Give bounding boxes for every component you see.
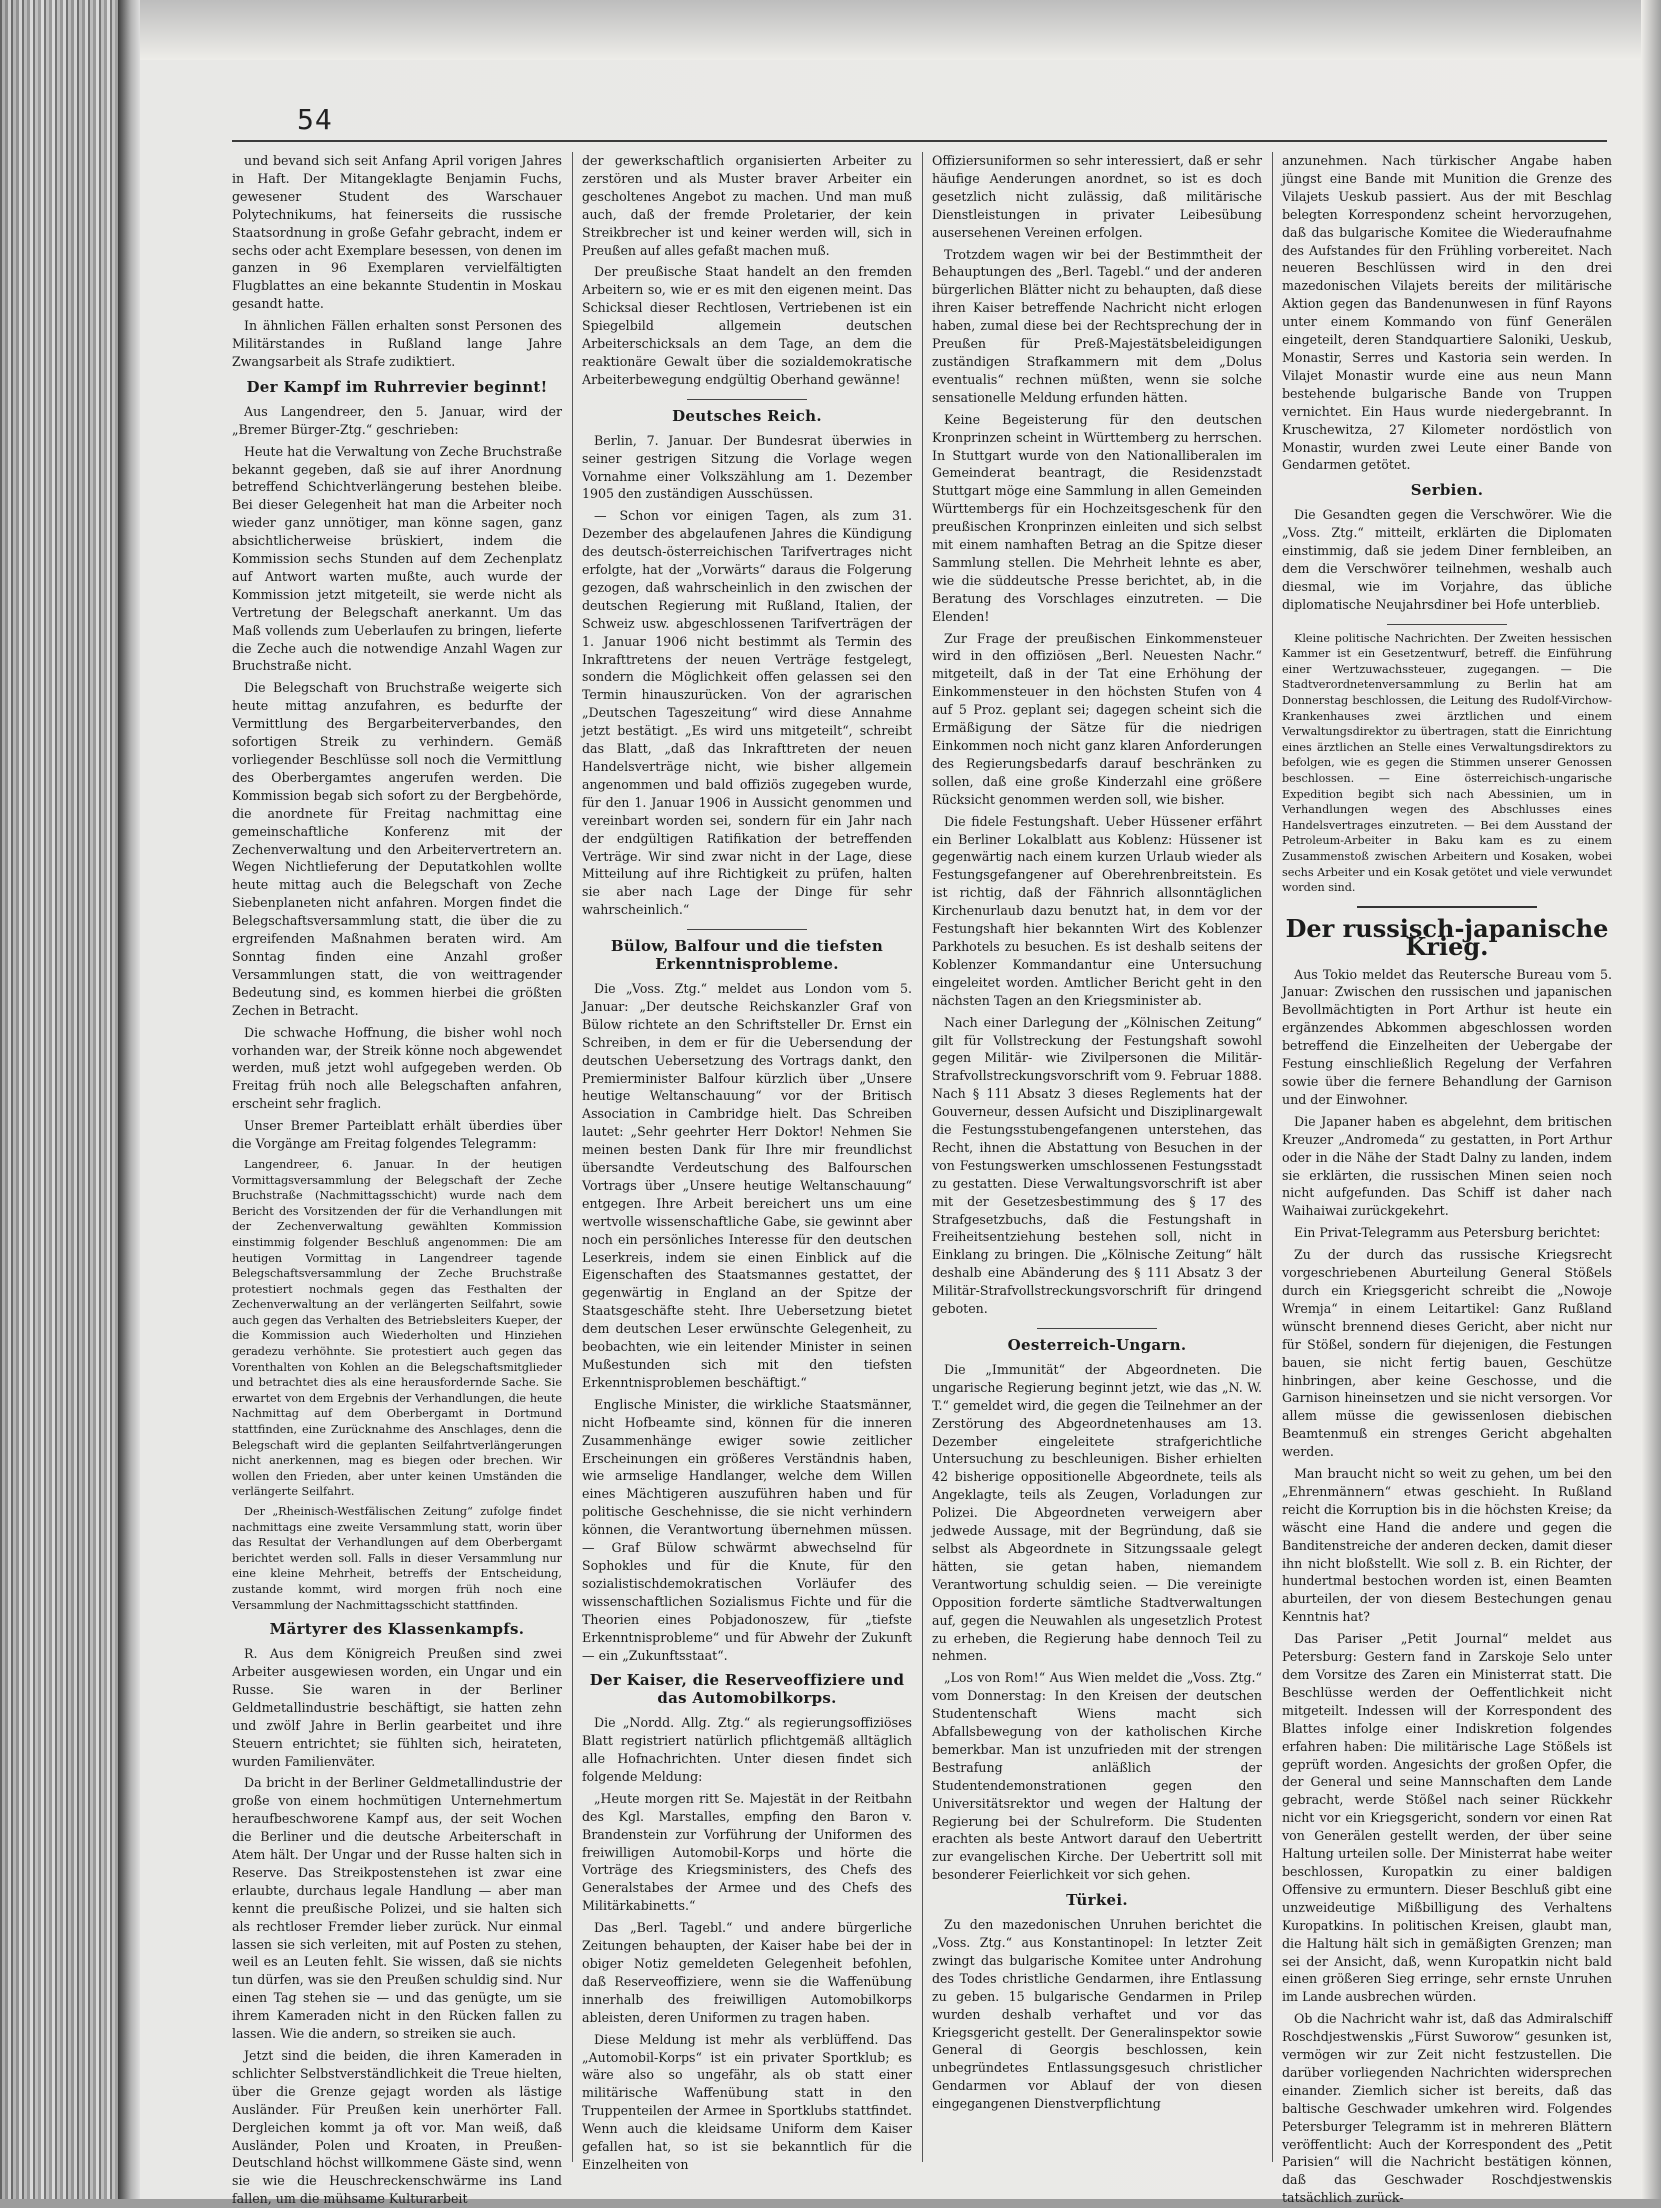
article-paragraph: Die „Voss. Ztg.“ meldet aus London vom 5. Januar: „Der deutsche Reichskanzler Graf von Bülow richtete an den Schriftsteller Dr. Ernst ein Schreiben, in dem er für die Uebersendung der deutschen Uebersetzung des Vortrags dankt, den Premierminister Balfour kürzlich über „Unsere heutige Weltanschauung“ vor der Britisch Association in Cambridge hielt. Das Schreiben lautet: „Sehr geehrter Herr Doktor! Nehmen Sie meinen besten Dank für Ihre mir freundlichst übersandte Verdeutschung des Balfourschen Vortrags über „Unsere heutige Weltanschauung“ entgegen. Ihre Arbeit bereichert uns um eine wertvolle wissenschaftliche Gabe, sie gewinnt aber noch ein persönliches Interesse für den deutschen Leserkreis, indem sie einen Einblick auf die Eigenschaften des Staatsmannes gestattet, der gegenwärtig in England an der Spitze der Staatsgeschäfte steht. Ihre Uebersetzung bietet dem deutschen Leser erwünschte Gelegenheit, zu beobachten, wie ein leitender Minister in seinen Mußestunden sich mit den tiefsten Erkenntnisproblemen beschäftigt.“ xyxy=(582,980,912,1390)
top-shadow xyxy=(140,0,1661,60)
article-paragraph: Keine Begeisterung für den deutschen Kronprinzen scheint in Württemberg zu herrschen. In Stuttgart wurde von den Nationalliberalen im Gemeinderat beantragt, die Residenzstadt Stuttgart möge eine Sammlung in allen Gemeinden Württembergs für ein Hochzeitsgeschenk für den preußischen Kronprinzen einleiten und sich selbst mit einem namhaften Betrag an die Spitze dieser Sammlung stellen. Die Mehrheit lehnte es aber, wie die süddeutsche Presse berichtet, ab, in die Beratung des Vorschlages einzutreten. — Die Elenden! xyxy=(932,411,1262,624)
article-paragraph: „Heute morgen ritt Se. Majestät in der Reitbahn des Kgl. Marstalles, empfing den Baron v. Brandenstein zur Vorführung der Uniformen des freiwilligen Automobil-Korps und hörte die Vorträge des Kriegsministers, des Chefs des Generalstabes der Armee und des Chefs des Militärkabinetts.“ xyxy=(582,1790,912,1914)
article-paragraph: Diese Meldung ist mehr als verblüffend. Das „Automobil-Korps“ ist ein privater Sportklub; es wäre also so ungefähr, als ob statt einer militärische Waffenübung statt in den Truppenteilen der Armee in Sportklubs stattfindet. Wenn auch die kleidsame Uniform dem Kaiser gefallen hat, so ist sie bekanntlich für die Einzelheiten von xyxy=(582,2031,912,2172)
article-paragraph: Zur Frage der preußischen Einkommensteuer wird in den offiziösen „Berl. Neuesten Nachr.“ mitgeteilt, daß in der Tat eine Erhöhung der Einkommensteuer in den höchsten Stufen von 4 auf 5 Proz. geplant sei; dagegen scheint sich die Ermäßigung der Sätze für die niedrigen Einkommen noch nicht ganz klaren Anforderungen des Regierungsbedarfs darauf beschränken zu sollen, daß eine große Kinderzahl eine größere Rücksicht genommen werden soll, wie bisher. xyxy=(932,630,1262,807)
article-paragraph: Die „Immunität“ der Abgeordneten. Die ungarische Regierung beginnt jetzt, wie das „N. W. T.“ gemeldet wird, die gegen die Teilnehmer an der Zerstörung des Abgeordnetenhauses am 13. Dezember eingeleitete strafgerichtliche Untersuchung zu beschleunigen. Bisher erhielten 42 bisherige oppositionelle Abgeordnete, teils als Angeklagte, teils als Zeugen, Vorladungen zur Polizei. Die Abgeordneten verweigern aber jedwede Aussage, mit der Begründung, daß sie selbst als Abgeordnete in Sitzungssaale gelegt hätten, sie getan haben, niemandem Verantwortung schuldig seien. — Die vereinigte Opposition forderte sämtliche Stadtverwaltungen auf, gegen die Neuwahlen als ungesetzlich Protest zu erheben, die Regierung habe dennoch Teil zu nehmen. xyxy=(932,1361,1262,1664)
article-paragraph: Das Pariser „Petit Journal“ meldet aus Petersburg: Gestern fand in Zarskoje Selo unter dem Vorsitze des Zaren ein Ministerrat statt. Die Beschlüsse werden der Oeffentlichkeit nicht mitgeteilt. Indessen will der Korrespondent des Blattes infolge einer Indiskretion folgendes erfahren haben: Die militärische Lage Stößels ist geprüft worden. Angesichts der großen Opfer, die der General und seine Mannschaften dem Lande gebracht, werde Stößel nach seiner Rückkehr nicht vor ein Kriegsgericht, sondern vor einen Rat von Generälen gestellt werden, der über seine Haltung urteilen solle. Der Ministerrat habe weiter beschlossen, Kuropatkin zu einer baldigen Offensive zu ermuntern. Dieser Beschluß gibt eine unzweideutige Mißbilligung des Verhaltens Kuropatkins. In politischen Kreisen, glaubt man, die Haltung hält sich in gemäßigten Grenzen; man sei der Ansicht, daß, wenn Kuropatkin nicht bald einen größeren Sieg erringe, sehr ernste Unruhen im Lande ausbrechen würden. xyxy=(1282,1631,1612,2005)
column-rule xyxy=(1272,152,1273,2162)
article-paragraph: Aus Tokio meldet das Reutersche Bureau vom 5. Januar: Zwischen den russischen und japanischen Bevollmächtigten in Port Arthur ist heute ein ergänzendes Abkommen abgeschlossen worden betreffend die Einzelheiten der Uebergabe der Festung einschließlich Regelung der Verfahren sowie über die fernere Behandlung der Garnison und der Einwohner. xyxy=(1282,966,1612,1107)
section-headline: Der russisch-japanische Krieg. xyxy=(1285,913,1609,961)
article-headline: Der Kampf im Ruhrrevier beginnt! xyxy=(246,377,548,396)
article-paragraph: Der preußische Staat handelt an den fremden Arbeitern so, wie er es mit den eigenen meint. Das Schicksal dieser Rechtlosen, Vertriebenen ist ein Spiegelbild allgemein deutschen Arbeiterschicksals an dem Tage, an dem die reaktionäre Gewalt über die sozialdemokratische Arbeiterbewegung endgültig Oberhand gewänne! xyxy=(582,264,912,387)
article-paragraph: Ein Privat-Telegramm aus Petersburg berichtet: xyxy=(1294,1225,1601,1241)
article-headline: Bülow, Balfour und die tiefsten Erkenntnisprobleme. xyxy=(610,937,884,974)
article-paragraph: der gewerkschaftlich organisierten Arbeiter zu zerstören und als Muster braver Arbeiter ein gescholtenes Angebot zu machen. Und man muß auch, daß der fremde Proletarier, der kein Streikbrecher ist und keiner werden will, sich in Preußen auf alles gefaßt machen muß. xyxy=(582,153,912,258)
article-paragraph: Da bricht in der Berliner Geldmetallindustrie der große von einem hochmütigen Unternehmertum heraufbeschworene Kampf aus, der seit Wochen die Berliner und die deutsche Arbeiterschaft in Atem hält. Der Ungar und der Russe halten sich in Reserve. Das Streikpostenstehen ist zwar eine erlaubte, durchaus legale Handlung — aber man kennt die preußische Polizei, und sie halten sich als rechtloser Fremder lieber zurück. Nur einmal lassen sie sich verleiten, mit auf Posten zu stehen, weil es an Leuten fehlt. Sie wissen, daß sie nichts tun dürfen, was sie den Preußen schuldig sind. Nur einen Tag stehen sie — und das genügte, um sie ihrem Kameraden nicht in den Rücken fallen zu lassen. Wie die andern, so streiken sie auch. xyxy=(232,1775,562,2042)
article-paragraph: Heute hat die Verwaltung von Zeche Bruchstraße bekannt gegeben, daß sie auf ihrer Anordnung betreffend Schichtverlängerung bestehen bleibe. Bei dieser Gelegenheit hat man die Arbeiter noch wieder ganz unnötiger, man könne sagen, ganz absichtlicherweise brüskiert, indem die Kommission sechs Stunden auf dem Zechenplatz auf Antwort warten mußte, auch wurde der Kommission jetzt mitgeteilt, sie werde nicht als Vertretung der Belegschaft anerkannt. Um das Maß vollends zum Ueberlaufen zu bringen, lieferte die Zeche auch die notwendige Anzahl Wagen zur Bruchstraße nicht. xyxy=(232,443,562,674)
page-number: 54 xyxy=(297,103,333,136)
text-column-1 xyxy=(232,152,562,2207)
article-paragraph: — Schon vor einigen Tagen, als zum 31. Dezember des abgelaufenen Jahres die Kündigung des deutsch-österreichischen Tarifvertrages nicht erfolgte, hat der „Vorwärts“ daraus die Folgerung gezogen, daß wahrscheinlich in den zwischen der deutschen Regierung mit Rußland, Italien, der Schweiz usw. abgeschlossenen Tarifverträgen der 1. Januar 1906 nicht bestimmt als Termin des Inkrafttretens der neuen Verträge festgelegt, sondern die Möglichkeit offen gelassen sei den Termin hinauszurücken. Von der agrarischen „Deutschen Tageszeitung“ wird diese Annahme jetzt bestätigt. „Es wird uns mitgeteilt“, schreibt das Blatt, „daß das Inkrafttreten der neuen Handelsverträge nicht, wie bisher allgemein angenommen und bald offiziös zugegeben wurde, für den 1. Januar 1906 in Aussicht genommen und vereinbart worden sei, sondern für ein Jahr nach der endgültigen Ratifikation der betreffenden Verträge. Wir sind zwar nicht in der Lage, diese Mitteilung auf ihre Richtigkeit zu prüfen, halten sie aber nach Lage der Dinge für sehr wahrscheinlich.“ xyxy=(582,508,912,918)
article-paragraph: Berlin, 7. Januar. Der Bundesrat überwies in seiner gestrigen Sitzung die Vorlage wegen Vornahme einer Volkszählung am 1. Dezember 1905 den zuständigen Ausschüssen. xyxy=(582,432,912,502)
article-paragraph: Ob die Nachricht wahr ist, daß das Admiralschiff Roschdjestwenskis „Fürst Suworow“ gesunken ist, vermögen wir zur Zeit nicht festzustellen. Die darüber vorliegenden Nachrichten widersprechen einander. Ziemlich sicher ist bereits, daß das baltische Geschwader umkehren wird. Folgendes Petersburger Telegramm ist in mehreren Blättern veröffentlicht: Auch der Korrespondent des „Petit Parisien“ will die Nachricht bestätigen können, daß das Geschwader Roschdjestwenskis tatsächlich zurück- xyxy=(1282,2011,1612,2206)
text-column-4 xyxy=(1282,152,1612,2206)
article-paragraph: anzunehmen. Nach türkischer Angabe haben jüngst eine Bande mit Munition die Grenze des Vilajets Ueskub passiert. Aus der mit Beschlag belegten Korrespondenz scheint hervorzugehen, daß das bulgarische Komitee die Wiederaufnahme des Aufstandes für den Frühling vorbereitet. Nach neueren Beschlüssen wird in den drei mazedonischen Vilajets bereits der militärische Aktion gegen das Bandenunwesen in fünf Rayons unter einem Kommando von fünf Generälen eingeteilt, deren Standquartiere Saloniki, Ueskub, Monastir, Serres und Kastoria sein werden. In Vilajet Monastir wurde eine aus neun Mann bestehende bulgarische Bande von Truppen vernichtet. Ein Haus wurde niedergebrannt. In Kruschewitza, 27 Kilometer nordöstlich von Monastir, wurden zwei Leute einer Bande von Gendarmen getötet. xyxy=(1282,153,1612,473)
binding-shadow xyxy=(118,0,140,2199)
article-paragraph: Die fidele Festungshaft. Ueber Hüssener erfährt ein Berliner Lokalblatt aus Koblenz: Hüssener ist gegenwärtig nach einem kurzen Urlaub wieder als Festungsgefangener auf Oberehrenbreitstein. Es ist richtig, daß der Fähnrich allsonntäglichen Kirchenurlaub dazu benutzt hat, in dem vor der Festungshaft hier bekannten Wirt des Koblenzer Parkhotels zu besuchen. Es ist deshalb seitens der Koblenzer Kommandantur eine Untersuchung eingeleitet worden. Amtlicher Bericht geht in den nächsten Tagen an den Kriegsminister ab. xyxy=(932,813,1262,1008)
article-paragraph: Langendreer, 6. Januar. In der heutigen Vormittagsversammlung der Belegschaft der Zeche Bruchstraße (Nachmittagsschicht) wurde nach dem Bericht des Vorsitzenden der für die Verhandlungen mit der Zechenverwaltung gewählten Kommission einstimmig folgender Beschluß angenommen: Die am heutigen Vormittag in Langendreer tagende Belegschaftsversammlung der Zeche Bruchstraße protestiert nochmals gegen das Festhalten der Zechenverwaltung an der verlängerten Seilfahrt, sowie auch gegen das Verhalten des Betriebsleiters Kueper, der die Kommission auch Wiederholten und Hinziehen geradezu verhöhnte. Sie protestiert auch gegen das Vorenthalten von Kohlen an die Belegschaftsmitglieder und betrachtet dies als eine herausfordernde Sache. Sie erwartet von dem Ergebnis der Verhandlungen, die heute Nachmittag auf dem Oberbergamt in Dortmund stattfinden, eine Zurücknahme des Anschlages, denn die Belegschaft wird die geplanten Seilfahrtverlängerungen nicht anerkennen, mag es biegen oder brechen. Wir wollen den Frieden, aber unter keinen Umständen die verlängerte Seilfahrt. xyxy=(232,1157,562,1499)
article-paragraph: Offiziersuniformen so sehr interessiert, daß er sehr häufige Aenderungen anordnet, so ist es doch gesetzlich nicht zulässig, daß militärische Dienstleistungen in privater Leibesübung ausersehenen Vereinen erfolgen. xyxy=(932,153,1262,240)
article-headline: Deutsches Reich. xyxy=(672,406,822,425)
article-headline: Oesterreich-Ungarn. xyxy=(1007,1336,1187,1354)
article-paragraph: Der „Rheinisch-Westfälischen Zeitung“ zufolge findet nachmittags eine zweite Versammlung statt, worin über das Resultat der Verhandlungen auf dem Oberbergamt berichtet werden soll. Falls in dieser Versammlung nur eine kleine Mehrheit, betreffs der Entscheidung, zustande kommt, wird morgen früh noch eine Versammlung der Nachmittagsschicht stattfinden. xyxy=(232,1505,562,1612)
article-paragraph: Nach einer Darlegung der „Kölnischen Zeitung“ gilt für Vollstreckung der Festungshaft sowohl gegen Militär- wie Zivilpersonen die Militär-Strafvollstreckungsvorschrift vom 9. Februar 1888. Nach § 111 Absatz 3 dieses Reglements hat der Gouverneur, dessen Aufsicht und Disziplinargewalt die Festungsstubengefangenen unterstehen, das Recht, ihnen die Abstattung von Besuchen in der von Festungswerken umschlossenen Festungsstadt zu gestatten. Diese Verwaltungsvorschrift ist aber mit der Gesetzesbestimmung des § 17 des Strafgesetzbuchs, daß die Festungshaft in Freiheitsentziehung bestehen soll, nicht in Einklang zu bringen. Die „Kölnische Zeitung“ hält deshalb eine Abänderung des § 111 Absatz 3 der Militär-Strafvollstreckungsvorschrift für dringend geboten. xyxy=(932,1014,1262,1317)
article-paragraph: Jetzt sind die beiden, die ihren Kameraden in schlichter Selbstverständlichkeit die Treue hielten, über die Grenze gejagt worden als lästige Ausländer. Für Preußen kein unerhörter Fall. Dergleichen kommt ja oft vor. Man weiß, daß Ausländer, Polen und Kroaten, in Preußen-Deutschland höchst willkommene Gäste sind, wenn sie wie die Heuschreckenschwärme ins Land fallen, um die mühsame Kulturarbeit xyxy=(232,2048,562,2207)
right-edge-shadow xyxy=(1641,0,1661,2199)
article-paragraph: Aus Langendreer, den 5. Januar, wird der „Bremer Bürger-Ztg.“ geschrieben: xyxy=(232,403,562,437)
article-paragraph: Man braucht nicht so weit zu gehen, um bei den „Ehrenmännern“ etwas geschieht. In Rußland reicht die Korruption bis in die höchsten Kreise; da wäscht eine Hand die andere und gegen die Banditenstreiche der anderen decken, damit dieser ihn nicht bloßstellt. Wie soll z. B. ein Richter, der hundertmal bestochen worden ist, einen Beamten aburteilen, der von diesem Bestechungen genau Kenntnis hat? xyxy=(1282,1466,1612,1625)
newspaper-page xyxy=(232,140,1612,2207)
article-paragraph: Die Belegschaft von Bruchstraße weigerte sich heute mittag anzufahren, es bedurfte der Vermittlung des Bergarbeiterverbandes, den sofortigen Streik zu verhindern. Gemäß vorliegender Beschlüsse soll noch die Vermittlung des Oberbergamtes angerufen werden. Die Kommission begab sich sofort zu der Bergbehörde, die anordnete für Freitag nachmittag eine gemeinschaftliche Konferenz mit der Zechenverwaltung und den Arbeitervertretern an. Wegen Nichtlieferung der Deputatkohlen wollte heute mittag auch die Belegschaft von Zeche Siebenplaneten nicht anfahren. Morgen findet die Belegschaftsversammlung statt, die über die zu ergreifenden Maßnahmen beraten wird. Am Sonntag finden eine Anzahl großer Versammlungen statt, die von weittragender Bedeutung sind, es kommen hierbei die größten Zechen in Betracht. xyxy=(232,680,562,1018)
article-paragraph: R. Aus dem Königreich Preußen sind zwei Arbeiter ausgewiesen worden, ein Ungar und ein Russe. Sie waren in der Berliner Geldmetallindustrie beschäftigt, sie hatten zehn und zwölf Jahre in Berlin gearbeitet und ihre Steuern entrichtet; sie fühlten sich, heirateten, wurden Familienväter. xyxy=(232,1646,562,1769)
article-paragraph: In ähnlichen Fällen erhalten sonst Personen des Militärstandes in Rußland lange Jahre Zwangsarbeit als Strafe zudiktiert. xyxy=(232,318,562,369)
section-divider xyxy=(687,929,807,930)
article-paragraph: Englische Minister, die wirkliche Staatsmänner, nicht Hofbeamte sind, können für die inneren Zusammenhänge ewiger sowie zeitlicher Erscheinungen ein größeres Verständnis haben, wie armselige Handlanger, welche dem Willen eines Mächtigeren auszuführen haben und für politische Geschehnisse, die sie nicht verhindern können, die Verantwortung übernehmen müssen. — Graf Bülow schwärmt abwechselnd für Sophokles und für die Knute, für den sozialistischdemokratischen Vorläufer des wissenschaftlichen Sozialismus Fichte und für die Theorien eines Pobjadonoszew, für „tiefste Erkenntnisprobleme“ und für Abwehr der Zukunft — ein „Zukunftsstaat“. xyxy=(582,1396,912,1663)
article-headline: Serbien. xyxy=(1410,481,1484,500)
section-divider xyxy=(1387,624,1507,625)
article-headline: Märtyrer des Klassenkampfs. xyxy=(269,1620,525,1639)
section-divider xyxy=(1037,1328,1157,1329)
text-column-2 xyxy=(582,152,912,2172)
article-paragraph: Trotzdem wagen wir bei der Bestimmtheit der Behauptungen des „Berl. Tagebl.“ und der anderen bürgerlichen Blätter nicht zu behaupten, daß diese ihren Kaiser betreffende Nachricht nicht erlogen haben, zumal diese bei der Rechtsprechung der in Preußen für Preß-Majestätsbeleidigungen zuständigen Strafkammern mit dem „Dolus eventualis“ rechnen müßten, wenn sie solche sensationelle Meldung erfunden hätten. xyxy=(932,246,1262,405)
column-rule xyxy=(922,152,923,2162)
article-headline: Der Kaiser, die Reserveoffiziere und das Automobilkorps. xyxy=(589,1671,905,1708)
article-paragraph: Das „Berl. Tagebl.“ und andere bürgerliche Zeitungen behaupten, der Kaiser habe bei der in obiger Notiz gemeldeten Gelegenheit befohlen, daß Reserveoffiziere, wenn sie die Waffenübung innerhalb des freiwilligen Automobilkorps ableisten, deren Uniformen zu tragen haben. xyxy=(582,1920,912,2025)
article-paragraph: „Los von Rom!“ Aus Wien meldet die „Voss. Ztg.“ vom Donnerstag: In den Kreisen der deutschen Studentenschaft Wiens macht sich Abfallsbewegung von der katholischen Kirche bemerkbar. Man ist unzufrieden mit der strengen Bestrafung anläßlich der Studentendemonstrationen gegen den Universitätsrektor und wegen der Haltung der Regierung bei der Schulreform. Die Studenten erachten als beste Antwort darauf den Uebertritt zur evangelischen Kirche. Der Uebertritt soll mit besonderer Feierlichkeit vor sich gehen. xyxy=(932,1670,1262,1883)
article-paragraph: Die Gesandten gegen die Verschwörer. Wie die „Voss. Ztg.“ mitteilt, erklärten die Diplomaten einstimmig, daß sie jedem Diner fernbleiben, an dem die Verschwörer teilnehmen, weshalb auch diesmal, wie im Vorjahre, das übliche diplomatische Neujahrsdiner bei Hofe unterblieb. xyxy=(1282,507,1612,612)
text-column-3 xyxy=(932,152,1262,2162)
book-binding xyxy=(0,0,118,2199)
column-rule xyxy=(572,152,573,2162)
section-divider xyxy=(1357,906,1537,908)
article-paragraph: und bevand sich seit Anfang April vorigen Jahres in Haft. Der Mitangeklagte Benjamin Fuchs, gewesener Student des Warschauer Polytechnikums, hat feinerseits die russische Staatsordnung in große Gefahr gebracht, indem er sechs oder acht Exemplare besessen, von denen im ganzen in 96 Exemplaren vervielfältigten Flugblattes an eine bekannte Studentin in Moskau gesandt hatte. xyxy=(232,153,562,312)
article-paragraph: Zu der durch das russische Kriegsrecht vorgeschriebenen Aburteilung General Stößels durch ein Kriegsgericht schreibt die „Nowoje Wremja“ in einem Leitartikel: Ganz Rußland wünscht brennend dieses Gericht, aber nicht nur für Stößel, sondern für diejenigen, die Festungen bauen, sie nicht fertig bauen, Geschütze hinbringen, aber keine Geschosse, und die Garnison hineinsetzen und sie nicht versorgen. Vor allem müsse die gewissenlosen diebischen Beamtenmuß ein strenges Gericht abgehalten werden. xyxy=(1282,1247,1612,1460)
article-paragraph: Die „Nordd. Allg. Ztg.“ als regierungsoffiziöses Blatt registriert natürlich pflichtgemäß alltäglich alle Hofnachrichten. Unter diesen findet sich folgende Meldung: xyxy=(582,1715,912,1784)
article-paragraph: Die schwache Hoffnung, die bisher wohl noch vorhanden war, der Streik könne noch abgewendet werden, muß jetzt wohl aufgegeben werden. Ob Freitag früh noch alle Belegschaften anfahren, erscheint sehr fraglich. xyxy=(232,1024,562,1112)
section-divider xyxy=(687,399,807,400)
article-paragraph: Die Japaner haben es abgelehnt, dem britischen Kreuzer „Andromeda“ zu gestatten, in Port Arthur oder in die Nähe der Stadt Dalny zu landen, indem sie erklärten, die russischen Minen seien noch nicht aufgefunden. Das Schiff ist daher nach Waihaiwai zurückgekehrt. xyxy=(1282,1113,1612,1219)
article-paragraph: Zu den mazedonischen Unruhen berichtet die „Voss. Ztg.“ aus Konstantinopel: In letzter Zeit zwingt das bulgarische Komitee unter Androhung des Todes christliche Gendarmen, ihre Entlassung zu geben. 15 bulgarische Gendarmen in Prilep wurden deshalb verhaftet und vor das Kriegsgericht gestellt. Der Generalinspektor sowie General di Georgis beschlossen, kein unbegründetes Entlassungsgesuch christlicher Gendarmen vor Ablauf der von diesen eingegangenen Dienstverpflichtung xyxy=(932,1917,1262,2112)
article-paragraph: Unser Bremer Parteiblatt erhält überdies über die Vorgänge am Freitag folgendes Telegramm: xyxy=(232,1118,562,1152)
article-paragraph: Kleine politische Nachrichten. Der Zweiten hessischen Kammer ist ein Gesetzentwurf, betreff. die Einführung einer Wertzuwachssteuer, zugegangen. — Die Stadtverordnetenversammlung zu Berlin hat am Donnerstag beschlossen, die Leitung des Rudolf-Virchow-Krankenhauses zwei ärztlichen und einem Verwaltungsdirektor zu übertragen, statt die Einrichtung eines ärztlichen an Stelle eines Verwaltungsdirektors zu befolgen, wie es gegen die Stimmen unserer Genossen beschlossen. — Eine österreichisch-ungarische Expedition begibt sich nach Abessinien, um in Verhandlungen wegen des Abschlusses eines Handelsvertrages einzutreten. — Bei dem Ausstand der Petroleum-Arbeiter in Baku kam es zu einem Zusammenstoß zwischen Arbeitern und Kosaken, wobei sechs Arbeiter und ein Kosak getötet und viele verwundet worden sind. xyxy=(1282,631,1612,895)
article-headline: Türkei. xyxy=(1066,1891,1128,1910)
